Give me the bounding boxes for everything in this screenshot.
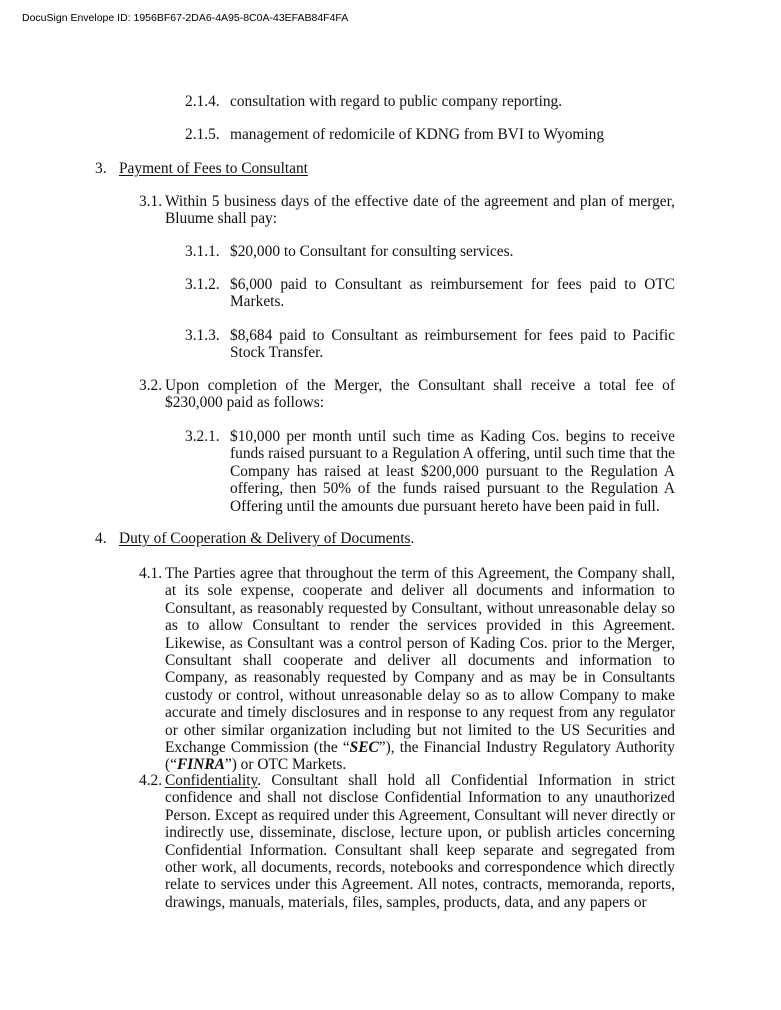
section-title-4-period: . — [410, 530, 415, 547]
item-number-2-1-5: 2.1.5. — [185, 126, 220, 143]
item-number-4-2: 4.2. — [139, 772, 163, 789]
item-number-3-1-3: 3.1.3. — [185, 327, 220, 344]
section-heading-4 — [119, 530, 414, 547]
item-text-4-1 — [165, 565, 675, 774]
item-4-1-sec-term: SEC — [349, 739, 379, 757]
item-text-2-1-4: consultation with regard to public company reporting. — [230, 93, 563, 110]
item-number-3-2: 3.2. — [139, 377, 163, 394]
item-4-1-finra-term: FINRA — [176, 756, 225, 774]
item-number-2-1-4: 2.1.4. — [185, 93, 220, 110]
item-4-1-end: ”) or OTC Markets. — [224, 756, 347, 774]
item-number-4-1: 4.1. — [139, 565, 163, 582]
item-number-3-2-1: 3.2.1. — [185, 428, 220, 445]
item-text-3-1-3: $8,684 paid to Consultant as reimbursement for fees paid to Pacific Stock Transfer. — [230, 327, 675, 362]
section-title-4: Duty of Cooperation & Delivery of Documents — [119, 530, 411, 547]
section-number-4: 4. — [95, 530, 107, 547]
item-number-3-1: 3.1. — [139, 193, 163, 210]
section-title-3: Payment of Fees to Consultant — [119, 160, 308, 177]
item-text-3-1-2: $6,000 paid to Consultant as reimbursement for fees paid to OTC Markets. — [230, 276, 675, 311]
item-text-3-1-1: $20,000 to Consultant for consulting services. — [230, 243, 514, 260]
item-text-4-2 — [165, 772, 675, 911]
item-4-1-mid: ”), the Financial Industry Regulatory Authority (“ — [165, 739, 675, 774]
item-text-3-2: Upon completion of the Merger, the Consultant shall receive a total fee of $230,000 paid as follows: — [165, 377, 675, 412]
item-text-3-2-1: $10,000 per month until such time as Kading Cos. begins to receive funds raised pursuant to a Regulation A offering, until such time that the Company has raised at least $200,000 pursuant to the Regulation A offering, then 50% of the funds raised pursuant to the Regulation A Offering until the amounts due pursuant hereto have been paid in full. — [230, 428, 675, 515]
item-text-3-1: Within 5 business days of the effective date of the agreement and plan of merger, Bluume shall pay: — [165, 193, 675, 228]
item-number-3-1-2: 3.1.2. — [185, 276, 220, 293]
item-4-1-body: The Parties agree that throughout the term of this Agreement, the Company shall, at its sole expense, cooperate and deliver all documents and information to Consultant, as reasonably requested by Consultant, without unreasonable delay so as to allow Consultant to render the services provided in this Agreement. Likewise, as Consultant was a control person of Kading Cos. prior to the Merger, Consultant shall cooperate and deliver all documents and information to Company, as reasonably requested by Company and as may be in Consultants custody or control, without unreasonable delay so as to allow Company to make accurate and timely disclosures and in response to any request from any regulator or other similar organization including but not limited to the US Securities and Exchange Commission (the “ — [165, 565, 675, 757]
docusign-envelope-id: DocuSign Envelope ID: 1956BF67-2DA6-4A95-8C0A-43EFAB84F4FA — [22, 12, 349, 24]
item-4-2-heading: Confidentiality — [165, 772, 258, 789]
section-number-3: 3. — [95, 160, 107, 177]
item-4-2-body: . Consultant shall hold all Confidential Information in strict confidence and shall not disclose Confidential Information to any unauthorized Person. Except as required under this Agreement, Consultant will never directly or indirectly use, disseminate, disclose, lecture upon, or publish articles concerning Confidential Information. Consultant shall keep separate and segregated from other work, all documents, records, notebooks and correspondence which directly relate to services under this Agreement. All notes, contracts, memoranda, reports, drawings, manuals, materials, files, samples, products, data, and any papers or — [165, 772, 675, 911]
item-number-3-1-1: 3.1.1. — [185, 243, 220, 260]
item-text-2-1-5: management of redomicile of KDNG from BVI to Wyoming — [230, 126, 605, 143]
